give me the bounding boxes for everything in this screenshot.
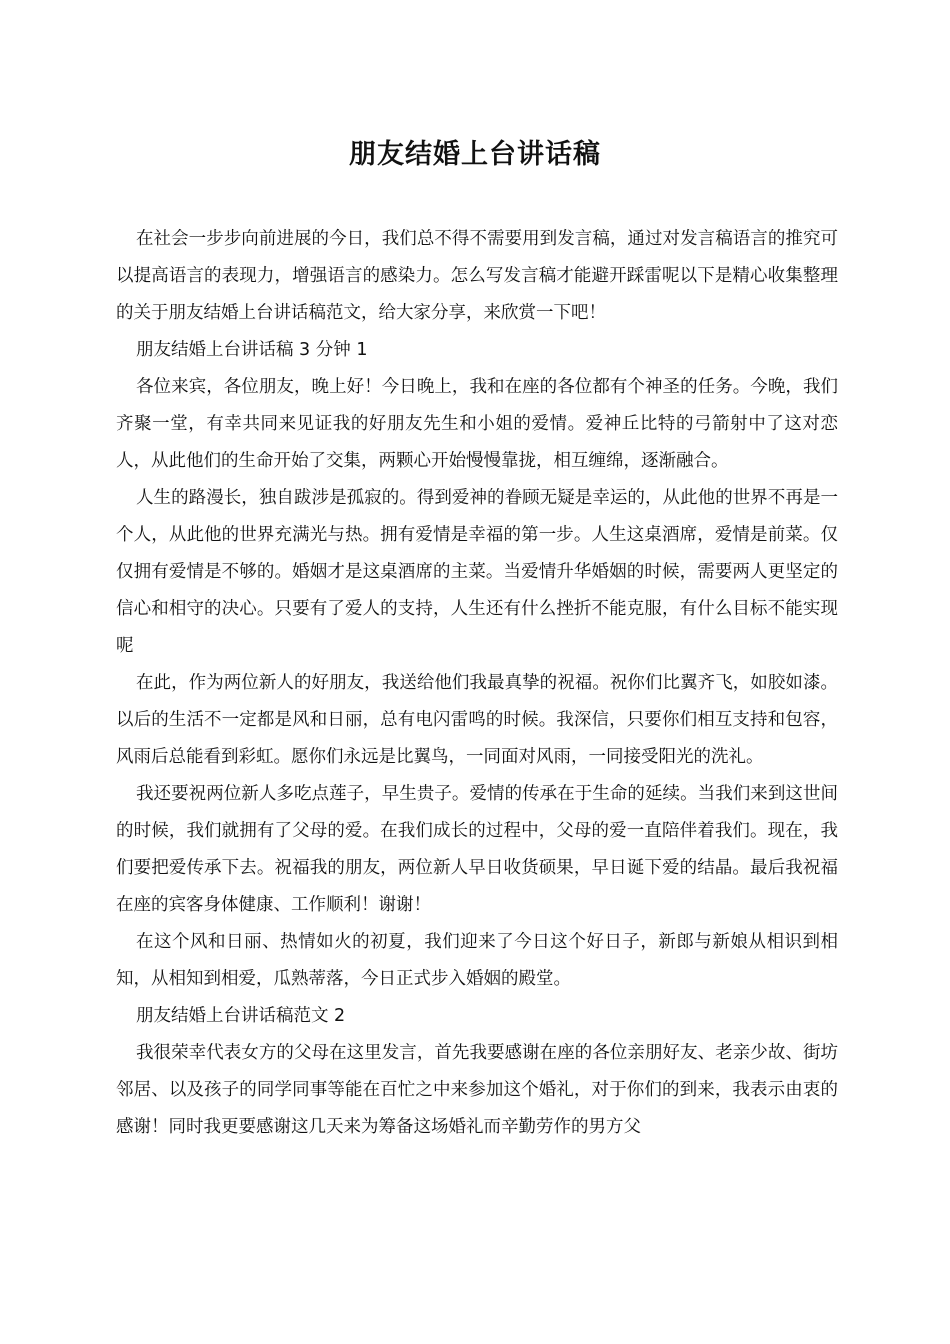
paragraph: 各位来宾，各位朋友，晚上好！今日晚上，我和在座的各位都有个神圣的任务。今晚，我们齐聚一堂，有幸共同来见证我的好朋友先生和小姐的爱情。爱神丘比特的弓箭射中了这对恋人，从此他们的生命开始了交集，两颗心开始慢慢靠拢，相互缠绵，逐渐融合。: [116, 377, 838, 471]
paragraph: 在此，作为两位新人的好朋友，我送给他们我最真挚的祝福。祝你们比翼齐飞，如胶如漆。以后的生活不一定都是风和日丽，总有电闪雷鸣的时候。我深信，只要你们相互支持和包容，风雨后总能看到彩虹。愿你们永远是比翼鸟，一同面对风雨，一同接受阳光的洗礼。: [116, 673, 838, 767]
document-title: 朋友结婚上台讲话稿: [349, 139, 601, 170]
paragraph: 人生的路漫长，独自跋涉是孤寂的。得到爱神的眷顾无疑是幸运的，从此他的世界不再是一个人，从此他的世界充满光与热。拥有爱情是幸福的第一步。人生这桌酒席，爱情是前菜。仅仅拥有爱情是不够的。婚姻才是这桌酒席的主菜。当爱情升华婚姻的时候，需要两人更坚定的信心和相守的决心。只要有了爱人的支持，人生还有什么挫折不能克服，有什么目标不能实现呢: [116, 488, 838, 656]
document-body: [116, 221, 838, 1146]
paragraph: 在这个风和日丽、热情如火的初夏，我们迎来了今日这个好日子，新郎与新娘从相识到相知，从相知到相爱，瓜熟蒂落，今日正式步入婚姻的殿堂。: [116, 932, 838, 989]
paragraph: 我很荣幸代表女方的父母在这里发言，首先我要感谢在座的各位亲朋好友、老亲少故、街坊邻居、以及孩子的同学同事等能在百忙之中来参加这个婚礼，对于你们的到来，我表示由衷的感谢！同时我更要感谢这几天来为筹备这场婚礼而辛勤劳作的男方父: [116, 1043, 838, 1137]
paragraph: 我还要祝两位新人多吃点莲子，早生贵子。爱情的传承在于生命的延续。当我们来到这世间的时候，我们就拥有了父母的爱。在我们成长的过程中，父母的爱一直陪伴着我们。现在，我们要把爱传承下去。祝福我的朋友，两位新人早日收货硕果，早日诞下爱的结晶。最后我祝福在座的宾客身体健康、工作顺利！谢谢！: [116, 784, 838, 915]
section-heading-1: 朋友结婚上台讲话稿 3 分钟 1: [136, 340, 368, 360]
section-heading-2: 朋友结婚上台讲话稿范文 2: [136, 1006, 346, 1026]
paragraph-intro: 在社会一步步向前进展的今日，我们总不得不需要用到发言稿，通过对发言稿语言的推究可以提高语言的表现力，增强语言的感染力。怎么写发言稿才能避开踩雷呢以下是精心收集整理的关于朋友结婚上台讲话稿范文，给大家分享，来欣赏一下吧！: [116, 229, 838, 323]
